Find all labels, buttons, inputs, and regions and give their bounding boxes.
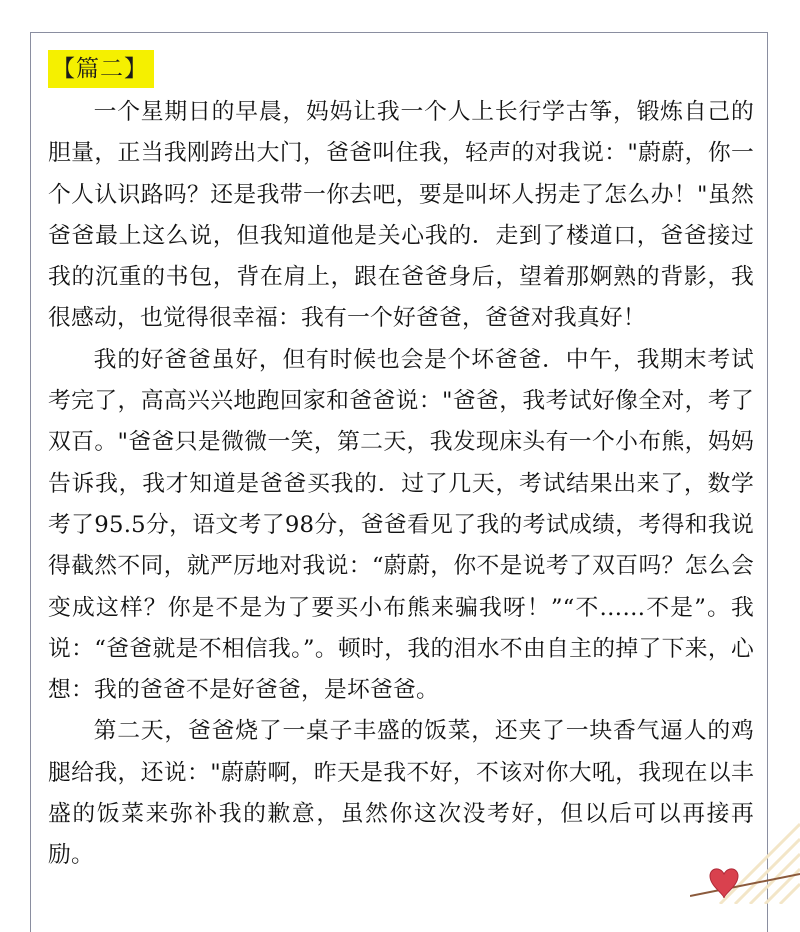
document-body	[48, 92, 754, 877]
corner-decoration-graphic	[690, 804, 800, 904]
paragraph-1: 一个星期日的早晨，妈妈让我一个人上长行学古筝，锻炼自己的胆量，正当我刚跨出大门，爸爸叫住我，轻声的对我说："蔚蔚，你一个人认识路吗？还是我带一你去吧，要是叫坏人拐走了怎么办！"虽然爸爸最上这么说，但我知道他是关心我的．走到了楼道口，爸爸接过我的沉重的书包，背在肩上，跟在爸爸身后，望着那婀熟的背影，我很感动，也觉得很幸福：我有一个好爸爸，爸爸对我真好！	[48, 99, 754, 332]
section-heading: 【篇二】	[48, 50, 154, 88]
heart-icon	[710, 869, 738, 898]
paragraph-3: 第二天，爸爸烧了一桌子丰盛的饭菜，还夹了一块香气逼人的鸡腿给我，还说："蔚蔚啊，昨天是我不好，不该对你大吼，我现在以丰盛的饭菜来弥补我的歉意，虽然你这次没考好，但以后可以再接再励。	[48, 718, 754, 869]
corner-decoration	[690, 804, 800, 904]
paragraph-2: 我的好爸爸虽好，但有时候也会是个坏爸爸．中午，我期末考试考完了，高高兴兴地跑回家和爸爸说："爸爸，我考试好像全对，考了双百。"爸爸只是微微一笑，第二天，我发现床头有一个小布熊，妈妈告诉我，我才知道是爸爸买我的．过了几天，考试结果出来了，数学考了95.5分，语文考了98分，爸爸看见了我的考试成绩，考得和我说得截然不同，就严厉地对我说：“蔚蔚，你不是说考了双百吗？怎么会变成这样？你是不是为了要买小布熊来骗我呀！”“不……不是”。我说：“爸爸就是不相信我。”。顿时，我的泪水不由自主的掉了下来，心想：我的爸爸不是好爸爸，是坏爸爸。	[48, 346, 754, 704]
